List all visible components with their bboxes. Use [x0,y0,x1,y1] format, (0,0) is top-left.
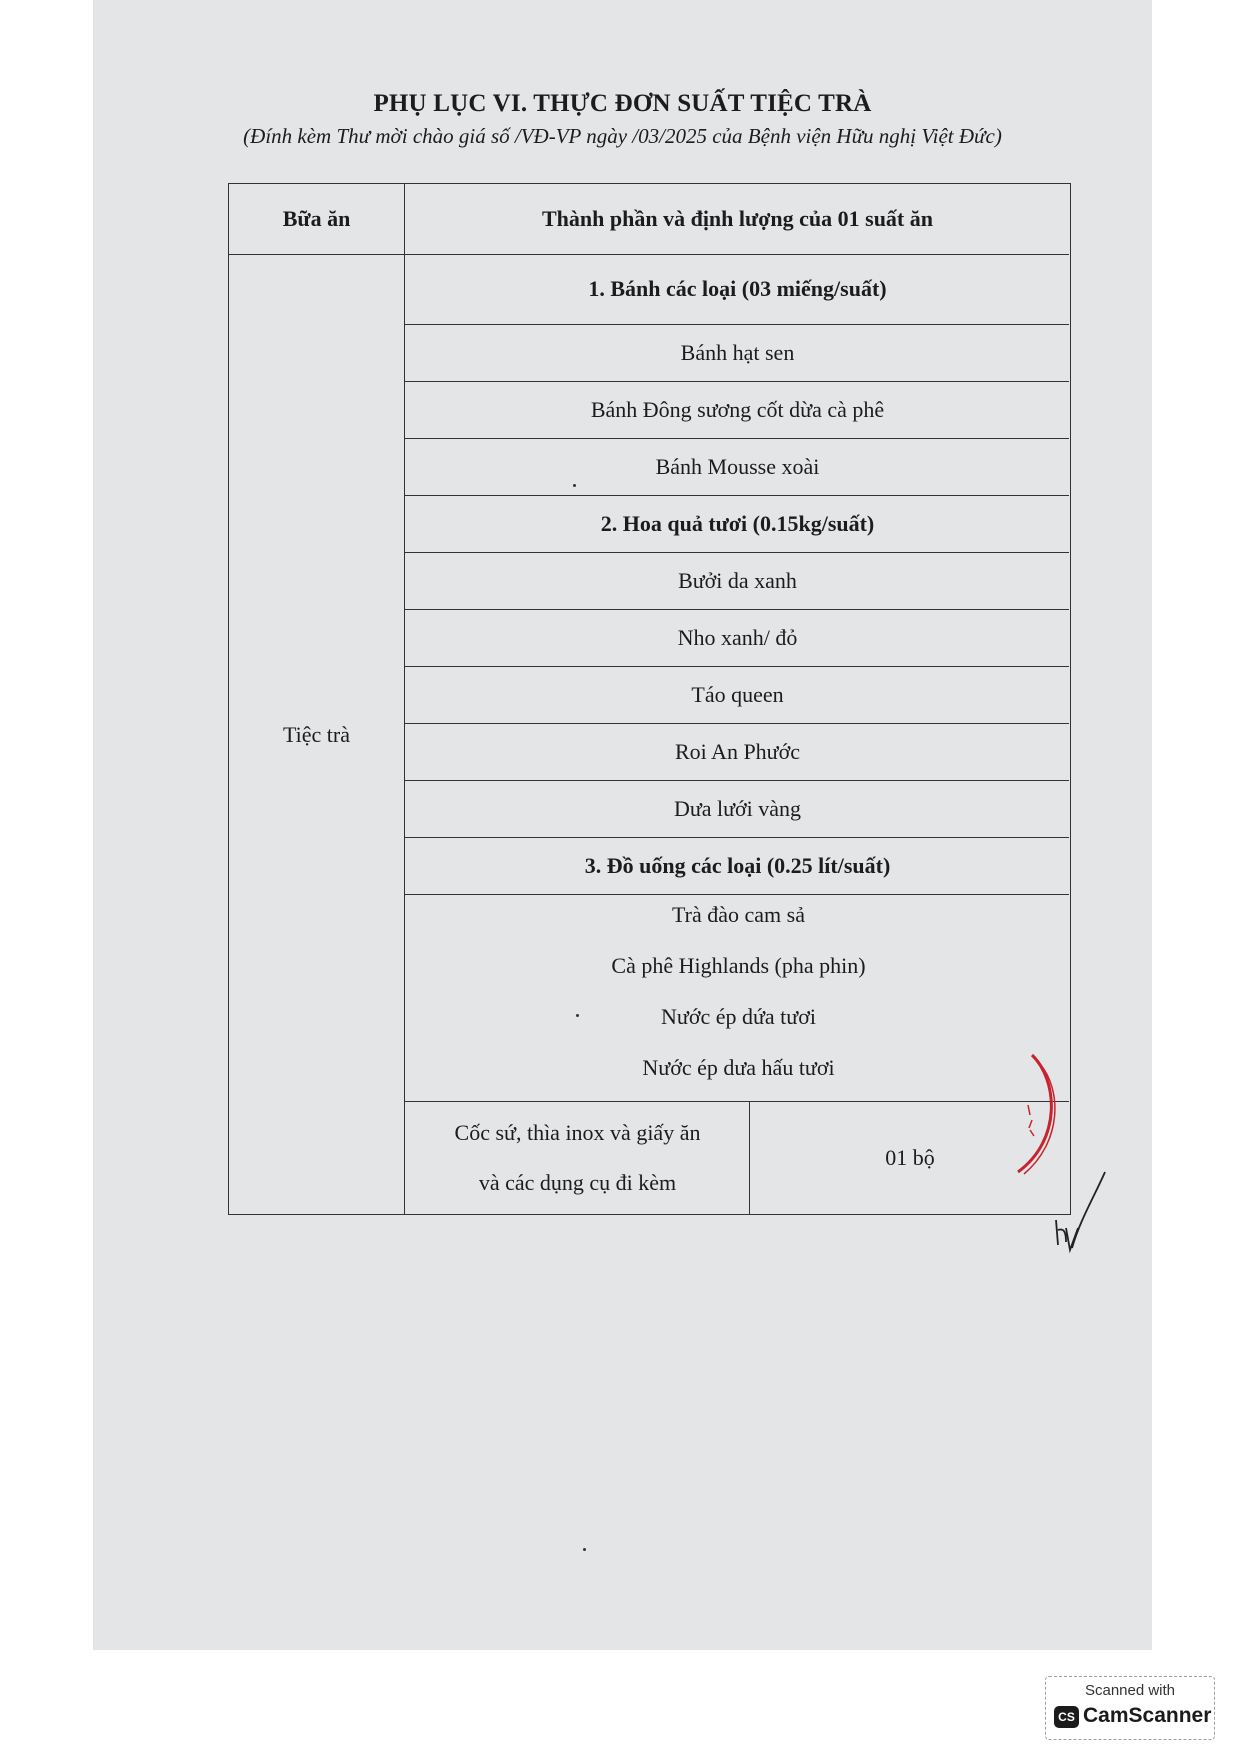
header-content: Thành phần và định lượng của 01 suất ăn [542,206,933,231]
red-stamp-mark [1010,1050,1070,1190]
cake-item: Bánh hạt sen [680,339,795,365]
menu-table [228,183,1071,1215]
camscanner-badge [1045,1676,1215,1740]
fruit-item: Dưa lưới vàng [673,795,802,821]
utensils-quantity: 01 bộ [885,1144,935,1170]
drink-item: Nước ép dứa tươi [661,1004,816,1029]
fruit-item: Táo queen [691,681,784,707]
section-fruits: 2. Hoa quả tươi (0.15kg/suất) [600,510,875,536]
fruit-item: Roi An Phước [674,738,801,764]
badge-brand: CamScanner [1083,1704,1212,1727]
section-cakes: 1. Bánh các loại (03 miếng/suất) [588,276,887,301]
drink-item: Nước ép dưa hấu tươi [642,1055,835,1080]
handwritten-initials [1050,1170,1120,1260]
meal-name: Tiệc trà [282,722,350,747]
section-drinks: 3. Đồ uống các loại (0.25 lít/suất) [584,852,891,878]
drink-item: Cà phê Highlands (pha phin) [611,953,866,978]
utensils-line: và các dụng cụ đi kèm [478,1169,677,1195]
camscanner-logo-icon: CS [1054,1706,1079,1728]
cake-item: Bánh Mousse xoài [655,453,820,479]
document-title: PHỤ LỤC VI. THỰC ĐƠN SUẤT TIỆC TRÀ [373,90,872,117]
fruit-item: Nho xanh/ đỏ [677,624,798,650]
fruit-item: Bưởi da xanh [678,567,797,593]
utensils-line: Cốc sứ, thìa inox và giấy ăn [454,1119,701,1145]
header-meal: Bữa ăn [282,206,351,231]
drink-item: Trà đào cam sả [672,902,805,927]
scan-speck [576,1014,579,1017]
scan-speck [573,484,576,487]
document-subtitle: (Đính kèm Thư mời chào giá số /VĐ-VP ngày /03/2025 của Bệnh viện Hữu nghị Việt Đức) [243,124,1002,148]
utensils-description [406,1101,749,1214]
badge-caption: Scanned with [1084,1682,1176,1699]
scan-speck [583,1548,586,1551]
cake-item: Bánh Đông sương cốt dừa cà phê [590,396,885,422]
